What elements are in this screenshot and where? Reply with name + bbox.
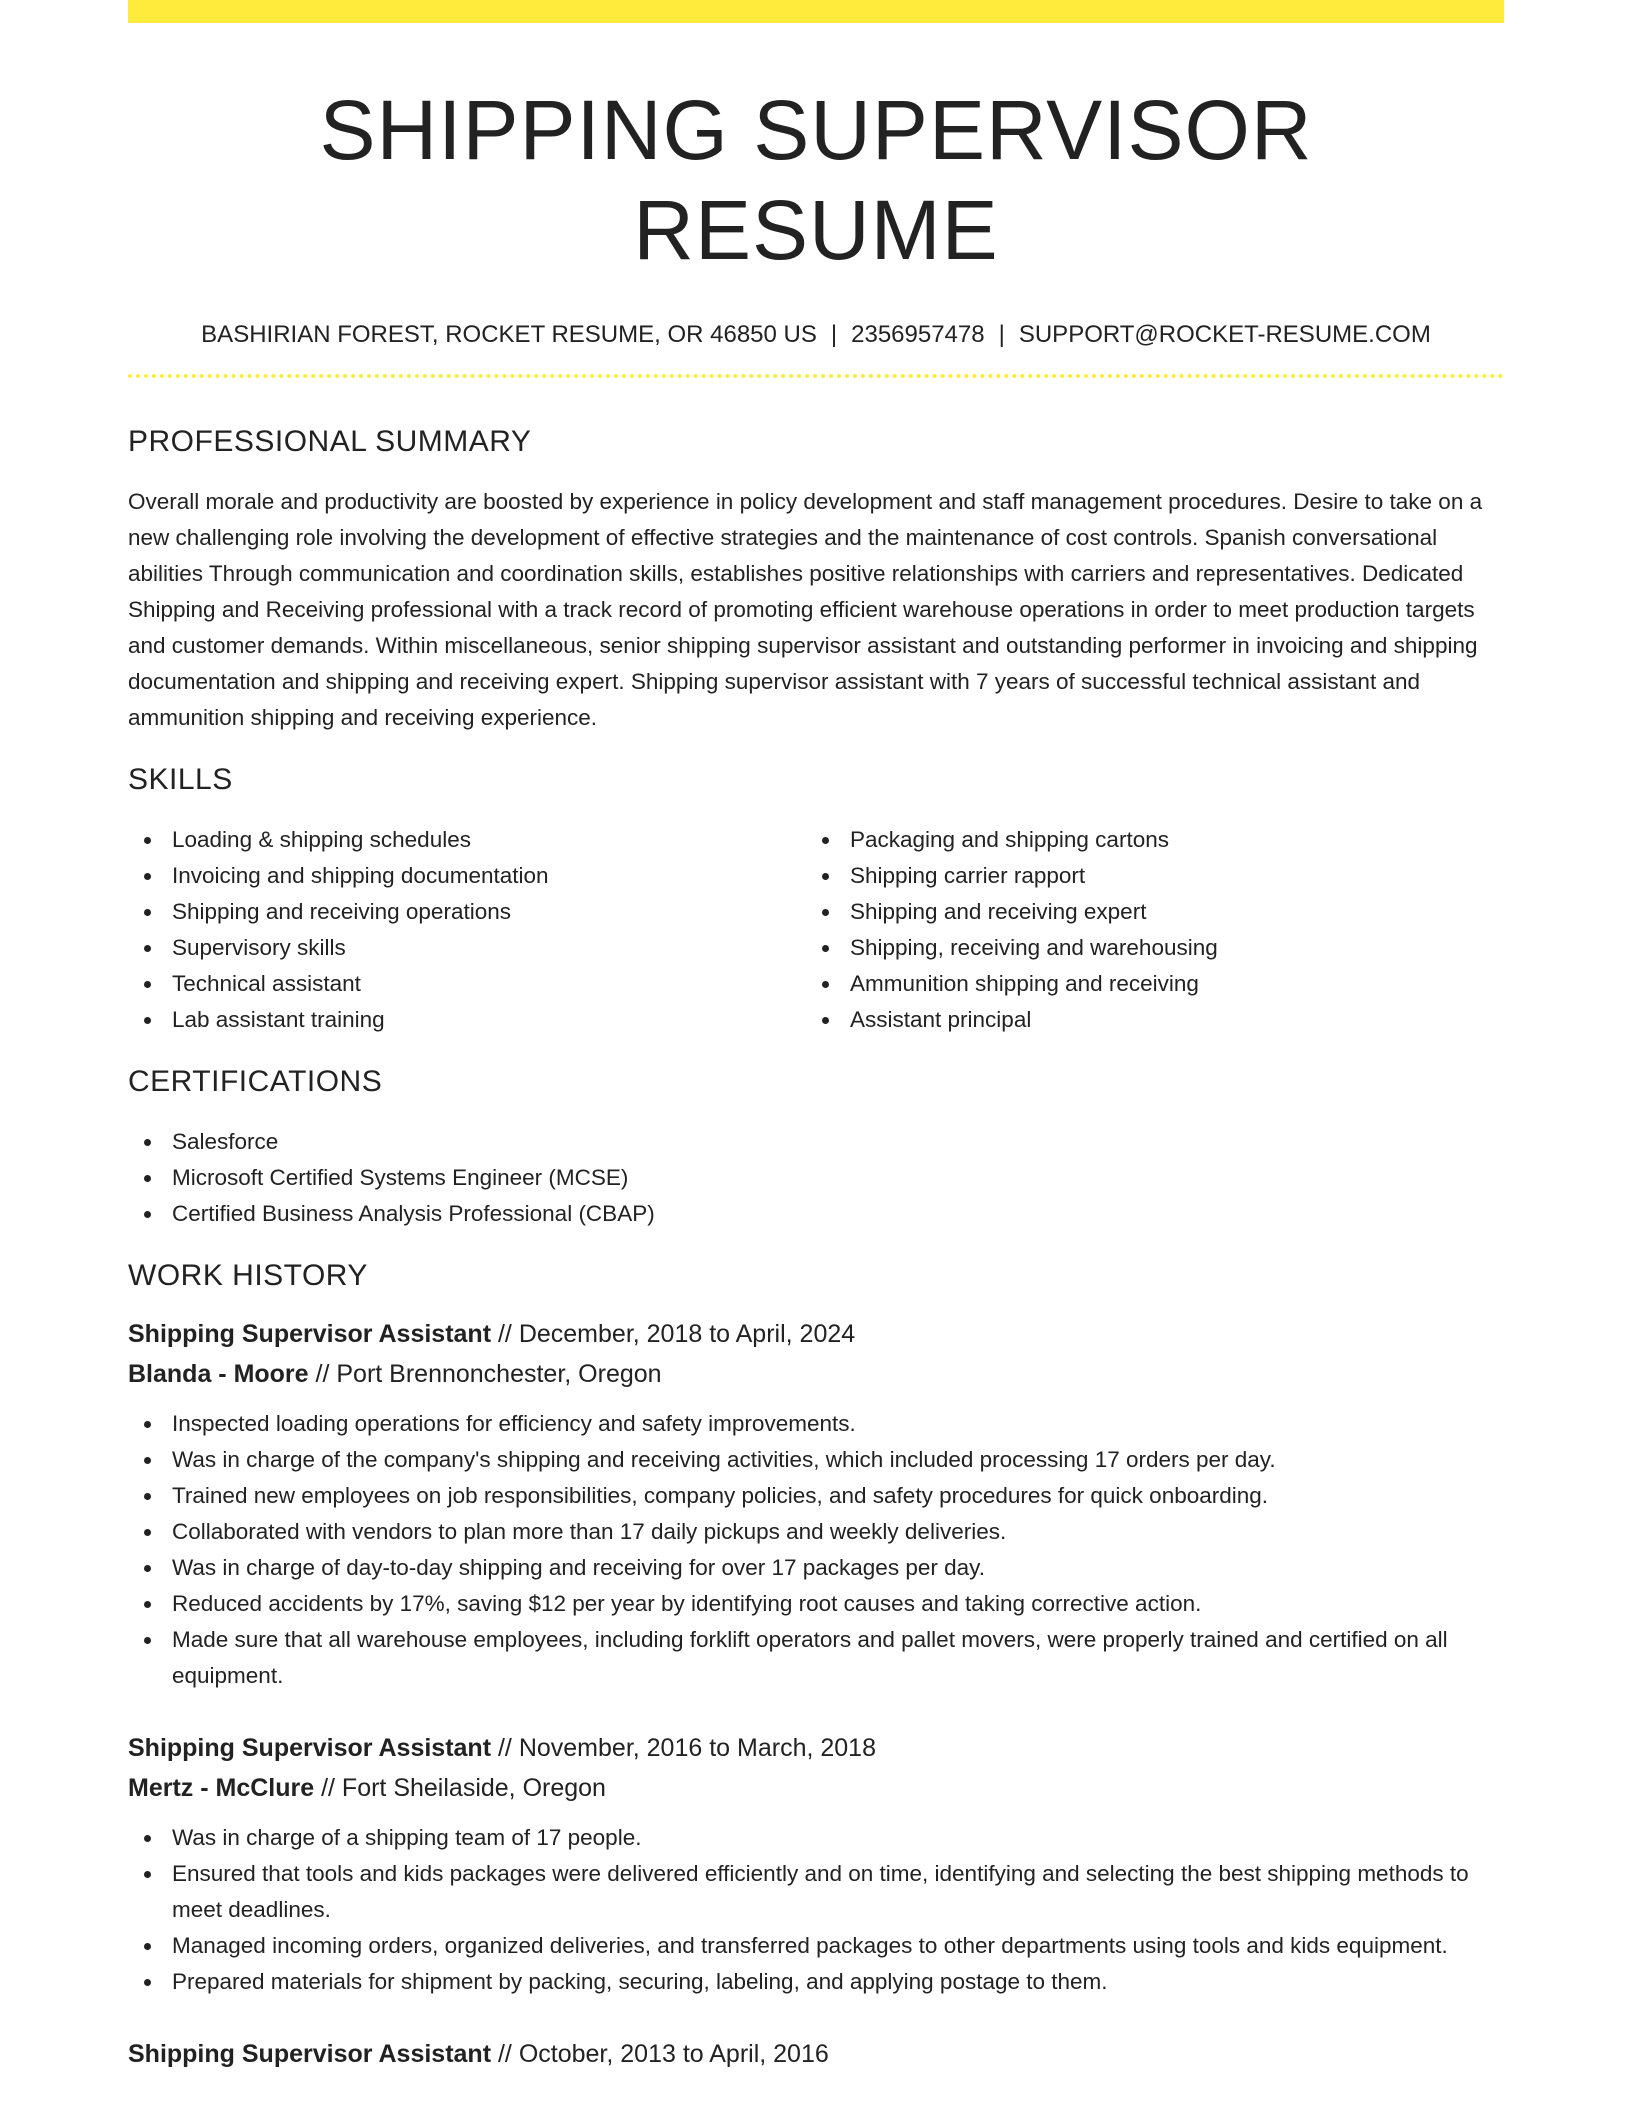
job-bullet: Collaborated with vendors to plan more than 17 daily pickups and weekly deliveries.: [128, 1514, 1504, 1550]
job-company: Blanda - Moore: [128, 1360, 309, 1388]
certification-item: Certified Business Analysis Professional (CBAP): [128, 1196, 1504, 1232]
contact-separator: |: [998, 321, 1005, 348]
skill-item: Loading & shipping schedules: [128, 822, 806, 858]
job-bullet: Was in charge of a shipping team of 17 people.: [128, 1820, 1504, 1856]
job-bullets: [128, 1406, 1504, 1694]
job-dates: // November, 2016 to March, 2018: [497, 1734, 876, 1762]
skill-item: Packaging and shipping cartons: [806, 822, 1484, 858]
skill-item: Lab assistant training: [128, 1002, 806, 1038]
job-location: // Port Brennonchester, Oregon: [315, 1360, 662, 1388]
job-location: // Fort Sheilaside, Oregon: [321, 1774, 606, 1802]
summary-text: Overall morale and productivity are boosted by experience in policy development and staff management procedures. Desire to take on a new challenging role involving the development of effective strategies and the maintenance of cost controls. Spanish conversational abilities Through communication and coordination skills, establishes positive relationships with carriers and representatives. Dedicated Shipping and Receiving professional with a track record of promoting efficient warehouse operations in order to meet production targets and customer demands. Within miscellaneous, senior shipping supervisor assistant and outstanding performer in invoicing and shipping documentation and shipping and receiving expert. Shipping supervisor assistant with 7 years of successful technical assistant and ammunition shipping and receiving experience.: [128, 489, 1483, 730]
job-title: Shipping Supervisor Assistant: [128, 1734, 492, 1762]
contact-address: BASHIRIAN FOREST, ROCKET RESUME, OR 46850 US: [201, 321, 817, 348]
contact-phone: 2356957478: [851, 321, 985, 348]
skills-grid: [128, 822, 1504, 1038]
job-company-line: [128, 1354, 1504, 1394]
skill-item: Assistant principal: [806, 1002, 1484, 1038]
job-entry: [128, 2034, 1504, 2074]
job-bullet: Trained new employees on job responsibilities, company policies, and safety procedures for quick onboarding.: [128, 1478, 1504, 1514]
skill-item: Supervisory skills: [128, 930, 806, 966]
work-history-heading: WORK HISTORY: [128, 1259, 368, 1292]
skills-list-left: [128, 822, 806, 1038]
job-company-line: [128, 1768, 1504, 1808]
job-bullet: Reduced accidents by 17%, saving $12 per year by identifying root causes and taking corrective action.: [128, 1586, 1504, 1622]
job-bullet: Was in charge of the company's shipping and receiving activities, which included processing 17 orders per day.: [128, 1442, 1504, 1478]
skill-item: Ammunition shipping and receiving: [806, 966, 1484, 1002]
resume-content: [128, 0, 1504, 2074]
job-title: Shipping Supervisor Assistant: [128, 2040, 492, 2068]
resume-title: SHIPPING SUPERVISOR RESUME: [319, 83, 1313, 277]
job-title-line: [128, 1728, 1504, 1768]
certifications-list: [128, 1124, 1504, 1232]
job-title: Shipping Supervisor Assistant: [128, 1320, 492, 1348]
header-divider: [128, 374, 1504, 378]
job-company: Mertz - McClure: [128, 1774, 315, 1802]
job-title-line: [128, 1314, 1504, 1354]
job-bullet: Prepared materials for shipment by packing, securing, labeling, and applying postage to them.: [128, 1964, 1504, 2000]
skill-item: Invoicing and shipping documentation: [128, 858, 806, 894]
job-dates: // December, 2018 to April, 2024: [497, 1320, 856, 1348]
contact-line: [128, 320, 1504, 350]
certification-item: Salesforce: [128, 1124, 1504, 1160]
summary-heading: PROFESSIONAL SUMMARY: [128, 425, 532, 458]
job-bullets: [128, 1820, 1504, 2000]
certifications-heading: CERTIFICATIONS: [128, 1065, 383, 1098]
job-entry: [128, 1314, 1504, 1694]
contact-separator: |: [830, 321, 838, 348]
job-bullet: Managed incoming orders, organized deliveries, and transferred packages to other departments using tools and kids equipment.: [128, 1928, 1504, 1964]
job-dates: // October, 2013 to April, 2016: [497, 2040, 829, 2068]
job-bullet: Made sure that all warehouse employees, including forklift operators and pallet movers, were properly trained and certified on all equipment.: [128, 1622, 1504, 1694]
skills-heading: SKILLS: [128, 763, 233, 796]
job-bullet: Inspected loading operations for efficiency and safety improvements.: [128, 1406, 1504, 1442]
skill-item: Shipping and receiving operations: [128, 894, 806, 930]
job-bullet: Ensured that tools and kids packages were delivered efficiently and on time, identifying and selecting the best shipping methods to meet deadlines.: [128, 1856, 1504, 1928]
contact-email[interactable]: SUPPORT@ROCKET-RESUME.COM: [1018, 321, 1431, 348]
certification-item: Microsoft Certified Systems Engineer (MCSE): [128, 1160, 1504, 1196]
job-title-line: [128, 2034, 1504, 2074]
skill-item: Technical assistant: [128, 966, 806, 1002]
skill-item: Shipping, receiving and warehousing: [806, 930, 1484, 966]
job-bullet: Was in charge of day-to-day shipping and receiving for over 17 packages per day.: [128, 1550, 1504, 1586]
skill-item: Shipping carrier rapport: [806, 858, 1484, 894]
job-entry: [128, 1728, 1504, 2000]
skill-item: Shipping and receiving expert: [806, 894, 1484, 930]
skills-list-right: [806, 822, 1484, 1038]
